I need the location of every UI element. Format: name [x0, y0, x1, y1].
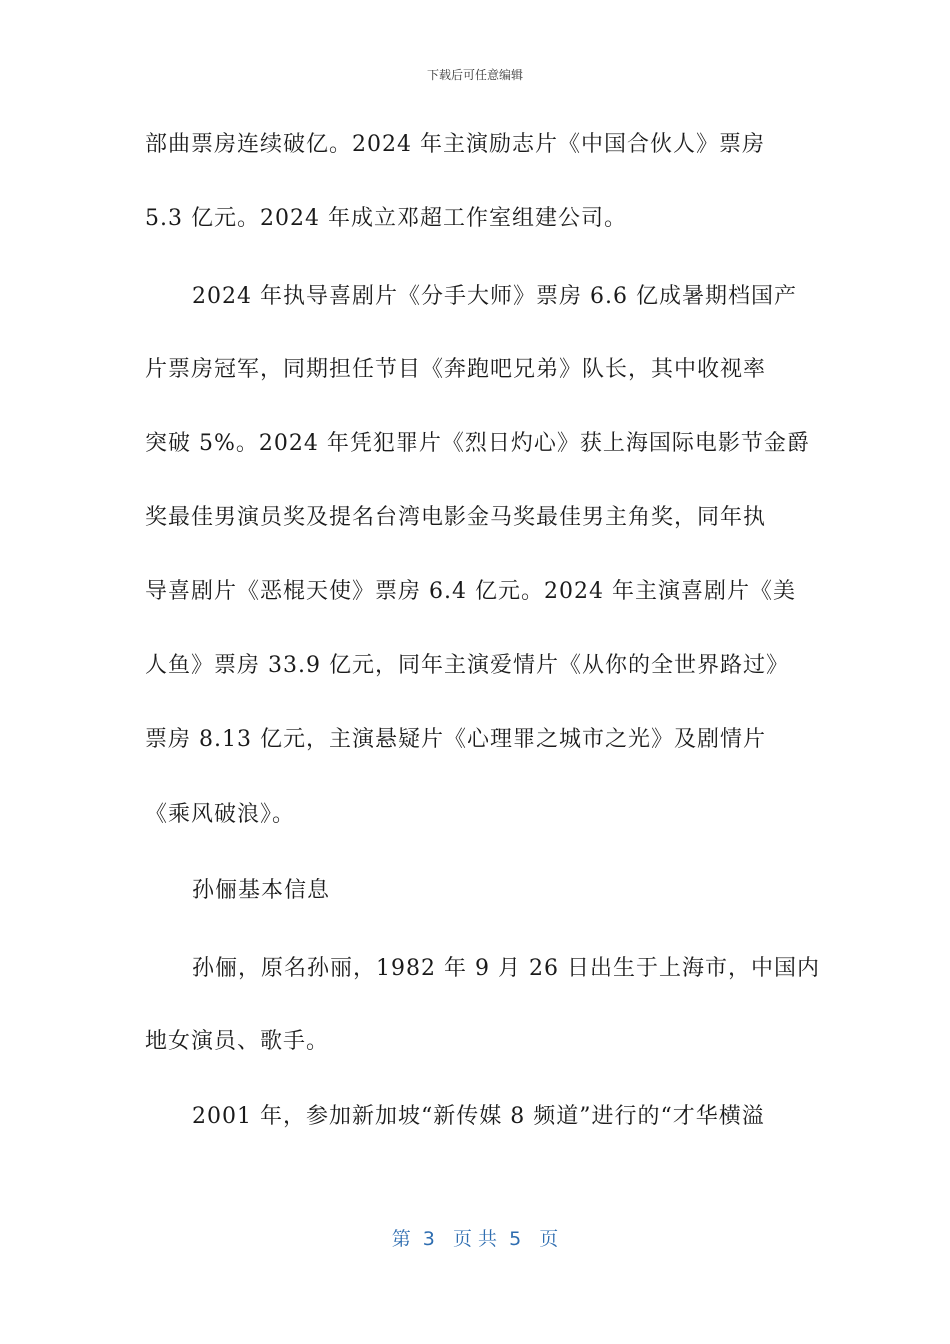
- text-line: 票房 8.13 亿元，主演悬疑片《心理罪之城市之光》及剧情片: [145, 727, 766, 752]
- section-heading: 孙俪基本信息: [192, 878, 331, 903]
- text-line: 奖最佳男演员奖及提名台湾电影金马奖最佳男主角奖，同年执: [145, 505, 767, 530]
- paragraph-start-line: 2001 年，参加新加坡“新传媒 8 频道”进行的“才华横溢: [192, 1104, 765, 1129]
- text-line: 5.3 亿元。2024 年成立邓超工作室组建公司。: [145, 206, 627, 231]
- text-line: 地女演员、歌手。: [145, 1029, 330, 1054]
- text-line: 导喜剧片《恶棍天使》票房 6.4 亿元。2024 年主演喜剧片《美: [145, 579, 796, 604]
- page-number-footer: 第 3 页 共 5 页: [391, 1228, 559, 1250]
- text-line: 《乘风破浪》。: [145, 802, 296, 827]
- paragraph-start-line: 2024 年执导喜剧片《分手大师》票房 6.6 亿成暑期档国产: [192, 284, 797, 309]
- paragraph-start-line: 孙俪，原名孙丽，1982 年 9 月 26 日出生于上海市，中国内: [192, 956, 820, 981]
- page-header: 下载后可任意编辑: [426, 68, 523, 82]
- text-line: 突破 5%。2024 年凭犯罪片《烈日灼心》获上海国际电影节金爵: [145, 431, 810, 456]
- text-line: 部曲票房连续破亿。2024 年主演励志片《中国合伙人》票房: [145, 132, 765, 157]
- text-line: 人鱼》票房 33.9 亿元，同年主演爱情片《从你的全世界路过》: [145, 653, 789, 678]
- text-line: 片票房冠军，同期担任节目《奔跑吧兄弟》队长，其中收视率: [145, 357, 767, 382]
